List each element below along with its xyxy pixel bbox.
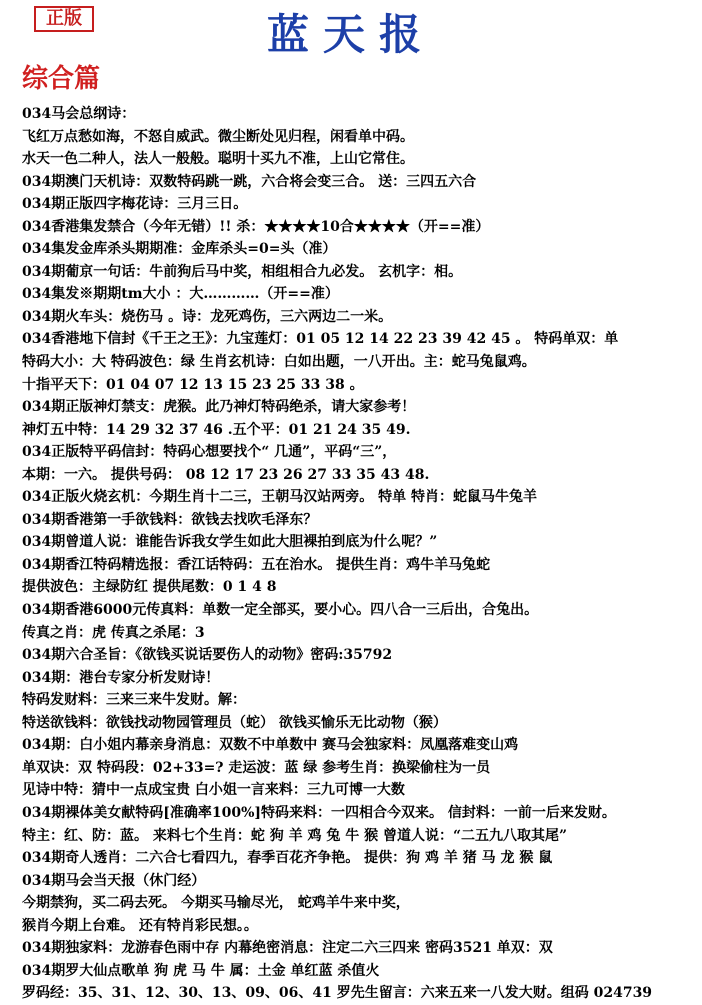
text-line: 034期独家料：龙游春色雨中存 内幕绝密消息：注定二六三四来 密码3521 单双：双 (22, 940, 553, 957)
text-line: 神灯五中特：14 29 32 37 46 .五个平：01 21 24 35 49. (22, 421, 411, 438)
text-line: 034期：白小姐内幕亲身消息：双数不中单数中 赛马会独家料：凤凰落难变山鸡 (22, 737, 519, 754)
text-line: 罗码经：35、31、12、30、13、09、06、41 罗先生留言：六来五来一八发大财。组码 024739 (22, 985, 653, 1002)
text-line: 034期马会当天报（休门经） (22, 872, 206, 889)
text-line: 034期罗大仙点歌单 狗 虎 马 牛 属：土金 单红蓝 杀值火 (22, 962, 380, 979)
text-line: 034马会总纲诗： (22, 106, 136, 122)
text-line: 034期：港台专家分析发财诗！ (22, 669, 220, 686)
text-line: 034期正版四字梅花诗：三月三日。 (22, 196, 248, 213)
authentic-badge: 正版 (34, 6, 94, 32)
text-line: 见诗中特：猜中一点成宝贵 白小姐一言来料：三九可博一大数 (22, 782, 405, 799)
text-line: 特主：红、防：蓝。 来料七个生肖：蛇 狗 羊 鸡 兔 牛 猴 曾道人说：“二五九八取其尾” (22, 827, 568, 844)
text-line: 034期奇人透肖：二六合七看四九，春季百花齐争艳。 提供：狗 鸡 羊 猪 马 龙 猴 鼠 (22, 850, 553, 867)
article-body (22, 103, 694, 1005)
text-line: 034期六合圣旨：《欲钱买说话要伤人的动物》密码:35792 (22, 647, 393, 664)
text-line: 今期禁狗，买二码去死。 今期买马输尽光， 蛇鸡羊牛来中奖， (22, 895, 410, 912)
text-line: 猴肖今期上台难。 还有特肖彩民想。。 (22, 917, 258, 934)
text-line: 034期香港第一手欲钱料：欲钱去找吹毛泽东？ (22, 511, 318, 528)
text-line: 034期香港6000元传真料：单数一定全部买，要小心。四八合一三后出，合兔出。 (22, 602, 539, 619)
text-line: 提供波色：主绿防红 提供尾数：0 1 4 8 (22, 579, 277, 596)
text-line: 034集发※期期tm大小 ：大…………（开==准） (22, 286, 339, 303)
text-line: 飞红万点愁如海，不怒自威武。微尘断处见归程，闲看单中码。 (22, 128, 414, 145)
text-line: 034期葡京一句话：牛前狗后马中奖，相组相合九必发。 玄机字：相。 (22, 263, 463, 280)
newspaper-title: 蓝天报 (266, 10, 435, 59)
text-line: 034集发金库杀头期期准：金库杀头=0=头（准） (22, 241, 337, 258)
text-line: 水天一色二种人，法人一般般。聪明十买九不准，上山它常住。 (22, 151, 414, 168)
text-line: 传真之肖：虎 传真之杀尾：3 (22, 624, 205, 641)
text-line: 特送欲钱料：欲钱找动物园管理员（蛇） 欲钱买愉乐无比动物（猴） (22, 714, 447, 731)
text-line: 034期裸体美女献特码[准确率100%]特码来料：一四相合今双来。 信封料：一前一后来发财。 (22, 804, 616, 821)
text-line: 034期澳门天机诗：双数特码跳一跳，六合将会变三合。 送：三四五六合 (22, 173, 477, 190)
text-line: 034期火车头：烧伤马 。诗：龙死鸡伤，三六两边二一米。 (22, 308, 393, 325)
text-line: 034香港集发禁合（今年无错）!! 杀：★★★★10合★★★★（开==准） (22, 218, 490, 235)
text-line: 十指平天下：01 04 07 12 13 15 23 25 33 38 。 (22, 376, 364, 393)
text-line: 本期：一六。 提供号码： 08 12 17 23 26 27 33 35 43 48. (22, 466, 430, 483)
text-line: 特码发财料：三来三来牛发财。解： (22, 692, 246, 709)
text-line: 034正版特平码信封：特码心想要找个“ 几通”，平码“三”， (22, 444, 397, 461)
section-heading: 综合篇 (22, 64, 101, 94)
text-line: 034期香江特码精选报：香江话特码：五在治水。 提供生肖：鸡牛羊马兔蛇 (22, 556, 491, 573)
text-line: 034正版火烧玄机：今期生肖十二三，王朝马汉站两旁。 特单 特肖：蛇鼠马牛兔羊 (22, 489, 537, 506)
text-line: 单双诀：双 特码段：02+33=? 走运波：蓝 绿 参考生肖：换梁偷柱为一员 (22, 759, 491, 776)
text-line: 034香港地下信封《千王之王》：九宝莲灯：01 05 12 14 22 23 39 42 45 。 特码单双：单 (22, 331, 619, 348)
text-line: 034期正版神灯禁支：虎猴。此乃神灯特码绝杀，请大家参考！ (22, 399, 416, 416)
text-line: 034期曾道人说：谁能告诉我女学生如此大胆裸拍到底为什么呢？” (22, 534, 438, 551)
text-line: 特码大小：大 特码波色：绿 生肖玄机诗：白如出题，一八开出。主：蛇马兔鼠鸡。 (22, 354, 536, 371)
